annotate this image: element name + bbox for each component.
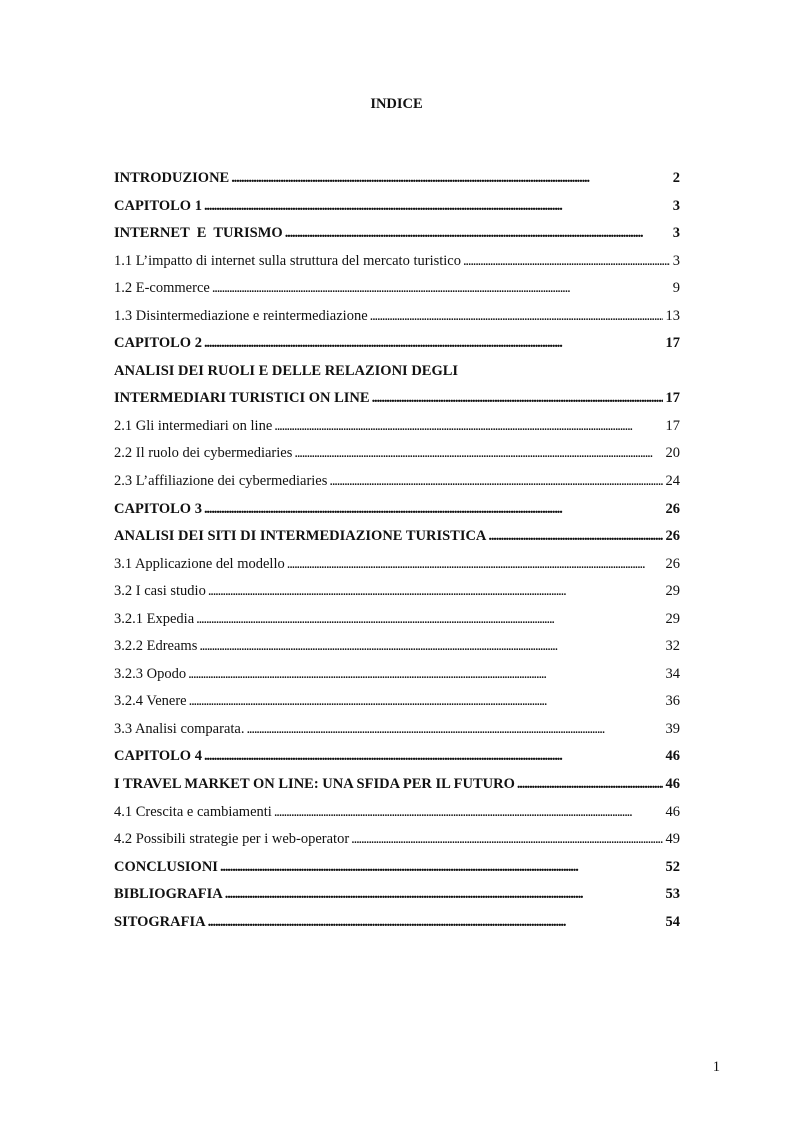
toc-entry-title: 2.3 L’affiliazione dei cybermediaries <box>114 473 328 490</box>
toc-leader-dots <box>208 912 663 932</box>
toc-leader-dots <box>463 251 670 271</box>
toc-entry-title: INTERMEDIARI TURISTICI ON LINE <box>114 390 370 407</box>
toc-leader-dots <box>212 278 670 298</box>
toc-entry-title: 4.1 Crescita e cambiamenti <box>114 803 272 820</box>
toc-entry-page: 46 <box>665 776 680 793</box>
toc-entry-capitolo-1[interactable] <box>114 196 680 224</box>
toc-entry-1-1[interactable] <box>114 251 680 279</box>
toc-leader-dots <box>208 581 663 601</box>
toc-leader-dots <box>351 829 662 849</box>
toc-entry-page: 24 <box>665 473 680 490</box>
toc-entry-page: 17 <box>665 390 680 407</box>
toc-entry-page: 20 <box>665 445 680 462</box>
toc-entry-internet-e-turismo[interactable] <box>114 223 680 251</box>
toc-entry-conclusioni[interactable] <box>114 857 680 885</box>
toc-entry-title: BIBLIOGRAFIA <box>114 886 223 903</box>
toc-entry-page: 49 <box>665 831 680 848</box>
toc-leader-dots <box>204 746 663 766</box>
toc-entry-3-2-3[interactable] <box>114 664 680 692</box>
toc-leader-dots <box>372 388 663 408</box>
toc-entry-title: 3.2.3 Opodo <box>114 665 187 682</box>
toc-leader-dots <box>199 636 662 656</box>
toc-entry-2-3[interactable] <box>114 471 680 499</box>
toc-entry-introduzione[interactable] <box>114 168 680 196</box>
toc-entry-page: 52 <box>665 858 680 875</box>
toc-entry-capitolo-4[interactable] <box>114 746 680 774</box>
toc-entry-title: I TRAVEL MARKET ON LINE: UNA SFIDA PER IL FUTURO <box>114 776 515 793</box>
toc-leader-dots <box>188 664 662 684</box>
toc-entry-title: CONCLUSIONI <box>114 858 218 875</box>
toc-entry-page: 39 <box>665 720 680 737</box>
toc-leader-dots <box>274 416 662 436</box>
page-title: INDICE <box>370 96 423 112</box>
toc-entry-title: ANALISI DEI SITI DI INTERMEDIAZIONE TURISTICA <box>114 528 487 545</box>
toc-entry-page: 2 <box>672 170 680 186</box>
toc-entry-2-2[interactable] <box>114 443 680 471</box>
toc-entry-page: 9 <box>672 280 680 297</box>
toc-entry-sitografia[interactable] <box>114 912 680 940</box>
toc-entry-title: ANALISI DEI RUOLI E DELLE RELAZIONI DEGLI <box>114 362 459 379</box>
toc-entry-page: 3 <box>672 225 680 242</box>
toc-entry-title: 2.2 Il ruolo dei cybermediaries <box>114 445 293 462</box>
toc-entry-title: CAPITOLO 2 <box>114 335 202 352</box>
toc-entry-page: 13 <box>665 307 680 324</box>
toc-entry-4-2[interactable] <box>114 829 680 857</box>
toc-entry-title: 1.1 L’impatto di internet sulla struttura del mercato turistico <box>114 252 461 269</box>
toc-leader-dots <box>225 884 663 904</box>
toc-entry-title: CAPITOLO 4 <box>114 748 202 765</box>
toc-leader-dots <box>246 719 662 739</box>
toc-entry-page: 46 <box>665 803 680 820</box>
toc-entry-3-2-2[interactable] <box>114 636 680 664</box>
toc-entry-title: 1.2 E-commerce <box>114 280 210 297</box>
toc-entry-title: 3.2.4 Venere <box>114 693 187 710</box>
toc-entry-page: 3 <box>672 197 680 214</box>
toc-entry-page: 26 <box>665 528 680 545</box>
toc-entry-analisi-siti[interactable] <box>114 526 680 554</box>
toc-leader-dots <box>329 471 662 491</box>
toc-entry-title: 1.3 Disintermediazione e reintermediazione <box>114 307 368 324</box>
toc-entry-1-2[interactable] <box>114 278 680 306</box>
toc-entry-title: 3.2.2 Edreams <box>114 638 198 655</box>
toc-entry-4-1[interactable] <box>114 802 680 830</box>
toc-entry-page: 26 <box>665 555 680 572</box>
page-number: 1 <box>712 1059 720 1075</box>
toc-leader-dots <box>189 691 663 711</box>
toc-leader-dots <box>285 223 670 243</box>
toc-entry-title: 3.1 Applicazione del modello <box>114 555 285 572</box>
toc-entry-page: 3 <box>672 252 680 269</box>
toc-entry-capitolo-3[interactable] <box>114 499 680 527</box>
toc-entry-3-2-4[interactable] <box>114 691 680 719</box>
toc-entry-page: 32 <box>665 638 680 655</box>
toc-entry-page: 29 <box>665 583 680 600</box>
toc-entry-title: INTERNET E TURISMO <box>114 225 283 242</box>
toc-leader-dots <box>204 333 663 353</box>
toc-entry-title: 3.3 Analisi comparata. <box>114 720 245 737</box>
toc-leader-dots <box>204 196 670 216</box>
toc-entry-3-1[interactable] <box>114 554 680 582</box>
toc-entry-page: 29 <box>665 610 680 627</box>
toc-leader-dots <box>196 609 662 629</box>
toc-entry-capitolo-2[interactable] <box>114 333 680 361</box>
toc-leader-dots <box>231 168 670 188</box>
toc-entry-analisi-ruoli-line-1[interactable] <box>114 361 680 389</box>
toc-entry-3-3[interactable] <box>114 719 680 747</box>
toc-leader-dots <box>517 774 663 794</box>
toc-entry-title: 2.1 Gli intermediari on line <box>114 417 273 434</box>
toc-entry-3-2-1[interactable] <box>114 609 680 637</box>
toc-entry-title: CAPITOLO 3 <box>114 500 202 517</box>
toc-entry-1-3[interactable] <box>114 306 680 334</box>
toc-entry-page: 26 <box>665 500 680 517</box>
toc-entry-title: SITOGRAFIA <box>114 913 206 930</box>
toc-leader-dots <box>294 443 662 463</box>
table-of-contents <box>114 168 680 939</box>
toc-entry-page: 17 <box>665 417 680 434</box>
toc-leader-dots <box>204 499 663 519</box>
toc-entry-bibliografia[interactable] <box>114 884 680 912</box>
toc-entry-2-1[interactable] <box>114 416 680 444</box>
toc-entry-title: 3.2 I casi studio <box>114 583 206 600</box>
toc-entry-travel-market[interactable] <box>114 774 680 802</box>
toc-entry-3-2[interactable] <box>114 581 680 609</box>
toc-entry-page: 36 <box>665 693 680 710</box>
toc-entry-title: 4.2 Possibili strategie per i web-operator <box>114 831 350 848</box>
toc-leader-dots <box>287 554 663 574</box>
toc-entry-page: 46 <box>665 748 680 765</box>
toc-entry-page: 34 <box>665 665 680 682</box>
toc-entry-analisi-ruoli-line-2[interactable] <box>114 388 680 416</box>
toc-entry-page: 53 <box>665 886 680 903</box>
toc-leader-dots <box>274 802 663 822</box>
toc-entry-page: 17 <box>665 335 680 352</box>
toc-leader-dots <box>370 306 663 326</box>
toc-leader-dots <box>220 857 663 877</box>
toc-entry-title: 3.2.1 Expedia <box>114 610 195 627</box>
toc-entry-title: CAPITOLO 1 <box>114 197 202 214</box>
toc-leader-dots <box>488 526 662 546</box>
toc-entry-page: 54 <box>665 913 680 930</box>
toc-entry-title: INTRODUZIONE <box>114 170 230 186</box>
